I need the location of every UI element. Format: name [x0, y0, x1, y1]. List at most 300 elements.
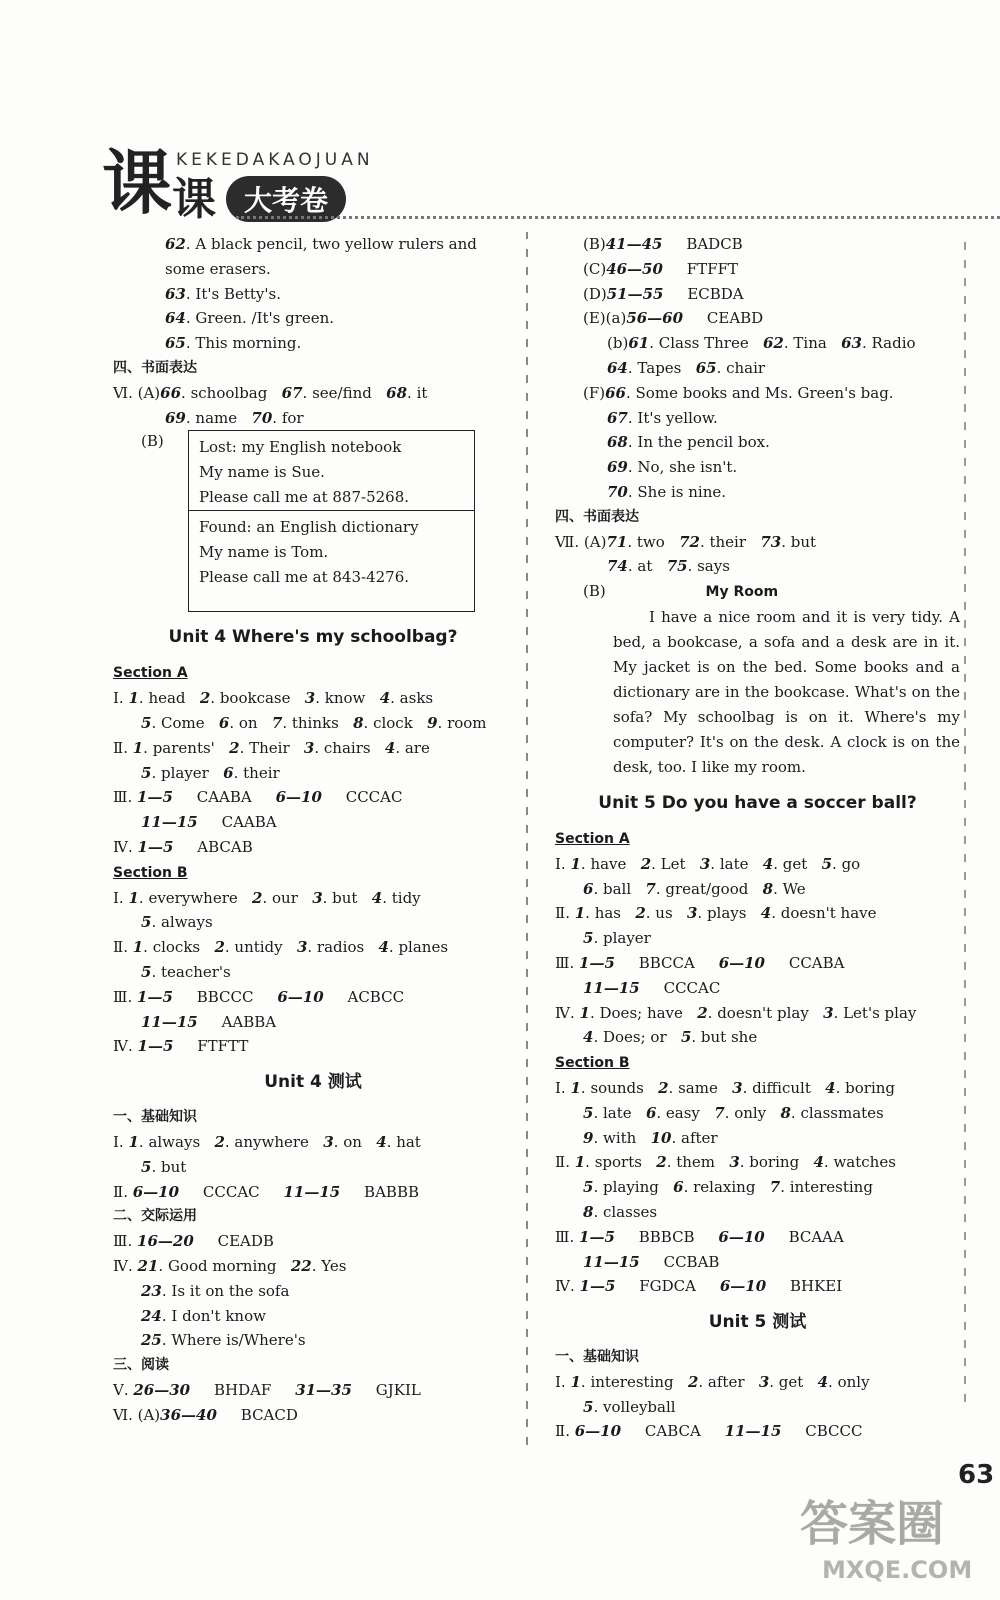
answer-text: CBCCC — [781, 1422, 863, 1441]
answer-text: . get — [773, 854, 822, 873]
answer-text: Ⅴ. — [113, 1380, 134, 1399]
answer-text: . player — [593, 929, 651, 948]
question-number: 6—10 — [132, 1182, 180, 1201]
question-number: 6—10 — [277, 987, 324, 1006]
answer-line — [555, 1274, 960, 1299]
answer-text: . get — [769, 1372, 818, 1391]
answer-text: . volleyball — [593, 1397, 676, 1416]
question-number: 1—5 — [579, 1227, 615, 1246]
question-number: 2 — [214, 938, 225, 957]
question-number: 5 — [583, 1103, 594, 1122]
question-number: 69 — [607, 458, 628, 477]
question-number: 25 — [141, 1331, 162, 1350]
answer-text: . at — [627, 557, 667, 576]
question-number: 7 — [769, 1178, 781, 1197]
answer-text: Ⅰ. — [555, 854, 571, 873]
question-number: 5 — [141, 962, 152, 981]
answer-line — [113, 686, 513, 711]
answer-text: . head — [138, 689, 200, 708]
answer-text: . it — [407, 383, 428, 402]
question-number: 66 — [160, 383, 182, 402]
question-number: 1 — [570, 854, 581, 873]
answer-line — [555, 926, 960, 951]
answer-text: . In the pencil box. — [627, 433, 770, 452]
question-number: 72 — [679, 532, 700, 551]
question-number: 63 — [841, 334, 862, 353]
logo-pinyin: KEKEDAKAOJUAN — [176, 150, 374, 170]
answer-line — [555, 282, 960, 307]
answer-text: CCABA — [765, 953, 845, 972]
answer-text: . after — [698, 1372, 759, 1391]
answer-text: BABBB — [340, 1182, 419, 1201]
left-column — [113, 232, 513, 1427]
answer-text: . has — [585, 904, 636, 923]
answer-text: . great/good — [655, 879, 763, 898]
answer-line — [113, 331, 513, 356]
answer-text: (E)(a) — [583, 309, 627, 328]
question-number: 6—10 — [718, 953, 765, 972]
question-number: 9 — [583, 1128, 594, 1147]
answer-text: . She is nine. — [627, 482, 727, 501]
question-number: 41—45 — [605, 235, 663, 253]
question-number: 3 — [729, 1153, 740, 1172]
answer-line — [113, 1254, 513, 1279]
question-number: 1 — [574, 904, 586, 923]
answer-text: . Tina — [783, 334, 842, 353]
answer-text: . untidy — [224, 938, 297, 957]
essay-label: (B) — [583, 582, 606, 601]
notice-lost-line: Please call me at 887-5268. — [199, 488, 410, 507]
answer-line — [113, 232, 513, 257]
question-number: 24 — [141, 1306, 162, 1325]
left-answers-bottom — [113, 614, 513, 1427]
answer-line — [113, 1034, 513, 1059]
question-number: 8 — [780, 1103, 791, 1122]
answer-text: . Come — [151, 713, 219, 732]
answer-text: . I don't know — [161, 1306, 266, 1325]
question-number: 1 — [574, 1153, 586, 1172]
answer-line — [113, 1378, 513, 1403]
section-label — [555, 1050, 960, 1076]
answer-text: ACBCC — [323, 987, 405, 1006]
question-number: 1 — [570, 1372, 581, 1391]
answer-line — [113, 910, 513, 935]
question-number: 67 — [607, 408, 628, 427]
watermark-cn: 答案圈 — [800, 1496, 945, 1552]
question-number: 23 — [141, 1281, 162, 1300]
question-number: 22 — [290, 1256, 312, 1275]
question-number: 6—10 — [275, 788, 322, 807]
question-number: 4 — [817, 1372, 829, 1391]
question-number: 4 — [384, 738, 396, 757]
question-number: 7 — [714, 1103, 725, 1122]
answer-text: . hat — [386, 1132, 421, 1151]
question-number: 1—5 — [137, 788, 173, 807]
answer-text: CEABD — [683, 309, 764, 328]
answer-text: . have — [580, 854, 641, 873]
answer-line — [113, 257, 513, 282]
answer-line — [555, 530, 960, 555]
answer-text: . Tapes — [627, 358, 696, 377]
answer-text: CCCAC — [639, 978, 721, 997]
answer-text: . late — [710, 854, 763, 873]
question-number: 6 — [583, 879, 594, 898]
answer-text: . sounds — [580, 1078, 659, 1097]
answer-line — [555, 1419, 960, 1444]
answer-text: Ⅲ. — [113, 987, 138, 1006]
answer-text: . It's yellow. — [627, 408, 718, 427]
answer-text: . but she — [691, 1028, 758, 1047]
watermark-logo — [800, 1478, 980, 1588]
answer-text: Ⅲ. — [555, 1227, 580, 1246]
answer-line — [555, 356, 960, 381]
answer-text: . Let's play — [833, 1003, 917, 1022]
answer-text: . Yes — [311, 1256, 347, 1275]
question-number: 8 — [353, 713, 364, 732]
answer-text: Ⅰ. — [113, 888, 129, 907]
answer-text: BHDAF — [190, 1380, 296, 1399]
answer-text: . are — [395, 738, 430, 757]
section-label — [113, 860, 513, 886]
unit-heading: Unit 5 Do you have a soccer ball? — [598, 792, 917, 813]
answer-text: Ⅳ. — [113, 1037, 138, 1056]
right-answers-bottom — [555, 780, 960, 1444]
answer-text: (b) — [607, 334, 629, 353]
answer-line — [113, 1180, 513, 1205]
section-label — [113, 660, 513, 686]
answer-text: . classmates — [790, 1103, 884, 1122]
page-header — [0, 0, 1000, 230]
answer-text: . boring — [739, 1153, 814, 1172]
question-number: 4 — [825, 1078, 836, 1097]
answer-line — [113, 711, 513, 736]
answer-text: . chairs — [314, 738, 385, 757]
notice-box-label: (B) — [141, 432, 164, 451]
answer-text: . anywhere — [224, 1132, 324, 1151]
question-number: 31—35 — [295, 1380, 352, 1399]
question-number: 11—15 — [141, 1012, 198, 1031]
question-number: 6—10 — [719, 1277, 767, 1296]
answer-text: ABCAB — [173, 837, 253, 856]
notice-box — [188, 430, 475, 612]
question-number: 1 — [579, 1003, 590, 1022]
answer-line — [113, 960, 513, 985]
question-number: 46—50 — [606, 259, 663, 278]
answer-text: . interesting — [580, 1372, 688, 1391]
answer-line — [113, 306, 513, 331]
answer-line — [555, 381, 960, 406]
watermark-url: MXQE.COM — [822, 1556, 973, 1584]
answer-line — [113, 1229, 513, 1254]
answer-text: . Class Three — [649, 334, 763, 353]
section-label-text: Section B — [113, 864, 188, 881]
answer-text: . Good morning — [158, 1256, 291, 1275]
answer-text: BBBCB — [614, 1227, 719, 1246]
answer-text: . only — [724, 1103, 781, 1122]
answer-text: CCCAC — [179, 1182, 284, 1201]
question-number: 64 — [607, 358, 628, 377]
answer-text: . planes — [388, 938, 449, 957]
answer-text: . our — [262, 888, 313, 907]
answer-text: Ⅰ. — [555, 1078, 571, 1097]
answer-text: (B) — [583, 235, 606, 253]
answer-text: BCACD — [216, 1405, 298, 1424]
question-number: 6 — [645, 1103, 657, 1122]
answer-line — [113, 381, 513, 406]
answer-line — [555, 901, 960, 926]
answer-text: . It's Betty's. — [185, 284, 281, 303]
question-number: 5 — [141, 913, 152, 932]
answer-line — [555, 1225, 960, 1250]
question-number: 2 — [658, 1078, 669, 1097]
answer-text: . Green. /It's green. — [185, 309, 335, 328]
question-number: 2 — [252, 888, 263, 907]
question-number: 6 — [673, 1178, 684, 1197]
section-heading: 四、书面表达 — [555, 508, 639, 525]
question-number: 51—55 — [606, 284, 664, 303]
question-number: 3 — [304, 689, 316, 708]
section-heading: 二、交际运用 — [113, 1208, 197, 1225]
answer-text: BCAAA — [764, 1227, 844, 1246]
answer-text: Ⅱ. — [113, 738, 133, 757]
answer-text: Ⅰ. — [555, 1372, 571, 1391]
section-label — [555, 826, 960, 852]
question-number: 3 — [699, 854, 711, 873]
question-number: 5 — [141, 713, 152, 732]
answer-text: . on — [333, 1132, 377, 1151]
answer-text: . Does; or — [593, 1028, 681, 1047]
answer-line — [113, 1279, 513, 1304]
answer-line — [555, 1101, 960, 1126]
answer-line — [113, 935, 513, 960]
answer-text: AABBA — [197, 1012, 277, 1031]
answer-line — [113, 761, 513, 786]
question-number: 3 — [732, 1078, 743, 1097]
answer-text: . go — [832, 854, 861, 873]
answer-line — [555, 1150, 960, 1175]
answer-text: FTFFT — [662, 259, 739, 278]
answer-line — [555, 1126, 960, 1151]
question-number: 2 — [687, 1372, 699, 1391]
question-number: 16—20 — [137, 1232, 194, 1251]
question-number: 65 — [695, 358, 717, 377]
answer-text: CAABA — [172, 788, 276, 807]
essay — [555, 579, 960, 780]
answer-line — [113, 1328, 513, 1353]
answer-text: . only — [828, 1372, 870, 1391]
answer-text: . everywhere — [138, 888, 253, 907]
answer-line — [113, 985, 513, 1010]
answer-line — [113, 785, 513, 810]
answer-text: CCCAC — [321, 788, 403, 807]
answer-line — [555, 554, 960, 579]
answer-text: . name — [185, 408, 252, 427]
answer-text: . thinks — [282, 713, 354, 732]
question-number: 2 — [656, 1153, 667, 1172]
question-number: 36—40 — [160, 1405, 217, 1424]
answer-text: . but — [322, 888, 372, 907]
answer-text: Ⅲ. — [113, 788, 138, 807]
answer-text: . This morning. — [185, 334, 302, 353]
answer-text: . but — [781, 532, 817, 551]
question-number: 11—15 — [141, 813, 198, 832]
answer-text: . classes — [593, 1202, 658, 1221]
question-number: 66 — [605, 383, 626, 402]
answer-line — [555, 976, 960, 1001]
answer-text: FGDCA — [615, 1277, 720, 1296]
answer-text: . doesn't have — [771, 904, 877, 923]
question-number: 73 — [760, 532, 782, 551]
answer-line — [555, 480, 960, 505]
answer-text: ECBDA — [663, 284, 744, 303]
question-number: 68 — [386, 383, 408, 402]
answer-line — [555, 877, 960, 902]
question-number: 11—15 — [583, 978, 640, 997]
answer-text: . radios — [307, 938, 379, 957]
question-number: 3 — [686, 904, 698, 923]
answer-text: CEADB — [193, 1232, 274, 1251]
answer-line — [555, 306, 960, 331]
question-number: 1—5 — [137, 837, 174, 856]
answer-text: . playing — [593, 1178, 674, 1197]
answer-text: . says — [687, 557, 730, 576]
answer-text: . late — [593, 1103, 646, 1122]
column-divider — [522, 232, 532, 1452]
question-number: 2 — [199, 689, 211, 708]
answer-text: . asks — [390, 689, 434, 708]
answer-line — [555, 232, 960, 257]
section-heading: 一、基础知识 — [113, 1109, 197, 1126]
question-number: 61 — [628, 334, 650, 353]
question-number: 3 — [296, 938, 308, 957]
answer-text: Ⅳ. — [113, 1256, 138, 1275]
question-number: 6 — [218, 713, 230, 732]
page-number: 63 — [958, 1460, 995, 1490]
question-number: 7 — [271, 713, 283, 732]
section-heading: 四、书面表达 — [113, 359, 197, 376]
question-number: 68 — [607, 433, 628, 452]
question-number: 5 — [680, 1028, 692, 1047]
question-number: 70 — [251, 408, 273, 427]
answer-text: . for — [272, 408, 304, 427]
answer-text: . but — [151, 1157, 187, 1176]
answer-text: BBCCA — [614, 953, 719, 972]
answer-text: Ⅱ. — [555, 1153, 575, 1172]
answer-text: . always — [151, 913, 213, 932]
question-number: 62 — [763, 334, 784, 353]
answer-text: . with — [593, 1128, 651, 1147]
answer-text: Ⅲ. — [555, 953, 580, 972]
answer-line — [555, 406, 960, 431]
answer-text: . clock — [363, 713, 428, 732]
question-number: 6—10 — [718, 1227, 765, 1246]
question-number: 1—5 — [579, 1277, 616, 1296]
answer-text: . plays — [697, 904, 761, 923]
answer-text: . know — [315, 689, 380, 708]
question-number: 75 — [666, 557, 688, 576]
answer-text: . same — [668, 1078, 733, 1097]
question-number: 5 — [583, 1178, 594, 1197]
answer-text: . difficult — [742, 1078, 826, 1097]
section-label-text: Section A — [555, 830, 630, 847]
answer-line — [113, 886, 513, 911]
answer-text: GJKIL — [351, 1380, 421, 1399]
question-number: 70 — [607, 482, 628, 501]
question-number: 2 — [640, 854, 652, 873]
answer-line — [555, 1370, 960, 1395]
essay-header — [555, 579, 960, 605]
question-number: 8 — [762, 879, 774, 898]
question-number: 4 — [379, 689, 391, 708]
answer-text: . interesting — [780, 1178, 873, 1197]
notice-found-line: Found: an English dictionary — [199, 518, 419, 537]
question-number: 5 — [141, 1157, 152, 1176]
question-number: 8 — [583, 1202, 594, 1221]
answer-text: . them — [666, 1153, 730, 1172]
answer-text: . clocks — [143, 938, 215, 957]
question-number: 5 — [583, 1397, 594, 1416]
notice-lost — [189, 431, 474, 510]
answer-line — [555, 455, 960, 480]
answer-text: BADCB — [662, 235, 743, 253]
question-number: 71 — [606, 532, 628, 551]
answer-line — [113, 810, 513, 835]
question-number: 4 — [813, 1153, 824, 1172]
answer-text: Ⅱ. — [113, 1182, 133, 1201]
answer-text: . chair — [716, 358, 766, 377]
answer-text: CAABA — [197, 813, 277, 832]
question-number: 7 — [645, 879, 656, 898]
answer-line — [555, 257, 960, 282]
answer-text: . No, she isn't. — [627, 458, 738, 477]
question-number: 3 — [323, 1132, 334, 1151]
question-number: 11—15 — [283, 1182, 341, 1201]
question-number: 3 — [303, 738, 315, 757]
question-number: 1 — [132, 938, 144, 957]
question-number: 56—60 — [626, 309, 684, 328]
answer-text: . doesn't play — [707, 1003, 824, 1022]
answer-line — [555, 331, 960, 356]
notice-found-line: Please call me at 843-4276. — [199, 568, 410, 587]
answer-text: . Their — [239, 738, 304, 757]
section-heading: 一、基础知识 — [555, 1349, 639, 1366]
answer-text: CCBAB — [639, 1252, 720, 1271]
answer-text: . Does; have — [589, 1003, 698, 1022]
answer-line — [113, 1155, 513, 1180]
unit-heading: Unit 4 测试 — [264, 1072, 362, 1093]
page-edge-rule — [964, 232, 970, 1412]
answer-text: . teacher's — [151, 962, 231, 981]
question-number: 65 — [165, 334, 186, 353]
question-number: 6 — [223, 763, 234, 782]
section-label-text: Section A — [113, 665, 188, 682]
answer-text: Ⅱ. — [555, 1422, 575, 1441]
answer-line — [113, 406, 513, 431]
answer-text: Ⅳ. — [555, 1277, 580, 1296]
question-number: 21 — [137, 1256, 159, 1275]
answer-text: . We — [773, 879, 806, 898]
question-number: 4 — [583, 1028, 594, 1047]
answer-text: FTFTT — [173, 1037, 249, 1056]
question-number: 1 — [132, 738, 144, 757]
answer-line — [555, 1175, 960, 1200]
question-number: 3 — [823, 1003, 834, 1022]
question-number: 62 — [165, 235, 186, 253]
notice-found-line: My name is Tom. — [199, 543, 329, 562]
question-number: 1 — [570, 1078, 581, 1097]
question-number: 1—5 — [137, 987, 173, 1006]
section-heading: 三、阅读 — [113, 1357, 169, 1374]
